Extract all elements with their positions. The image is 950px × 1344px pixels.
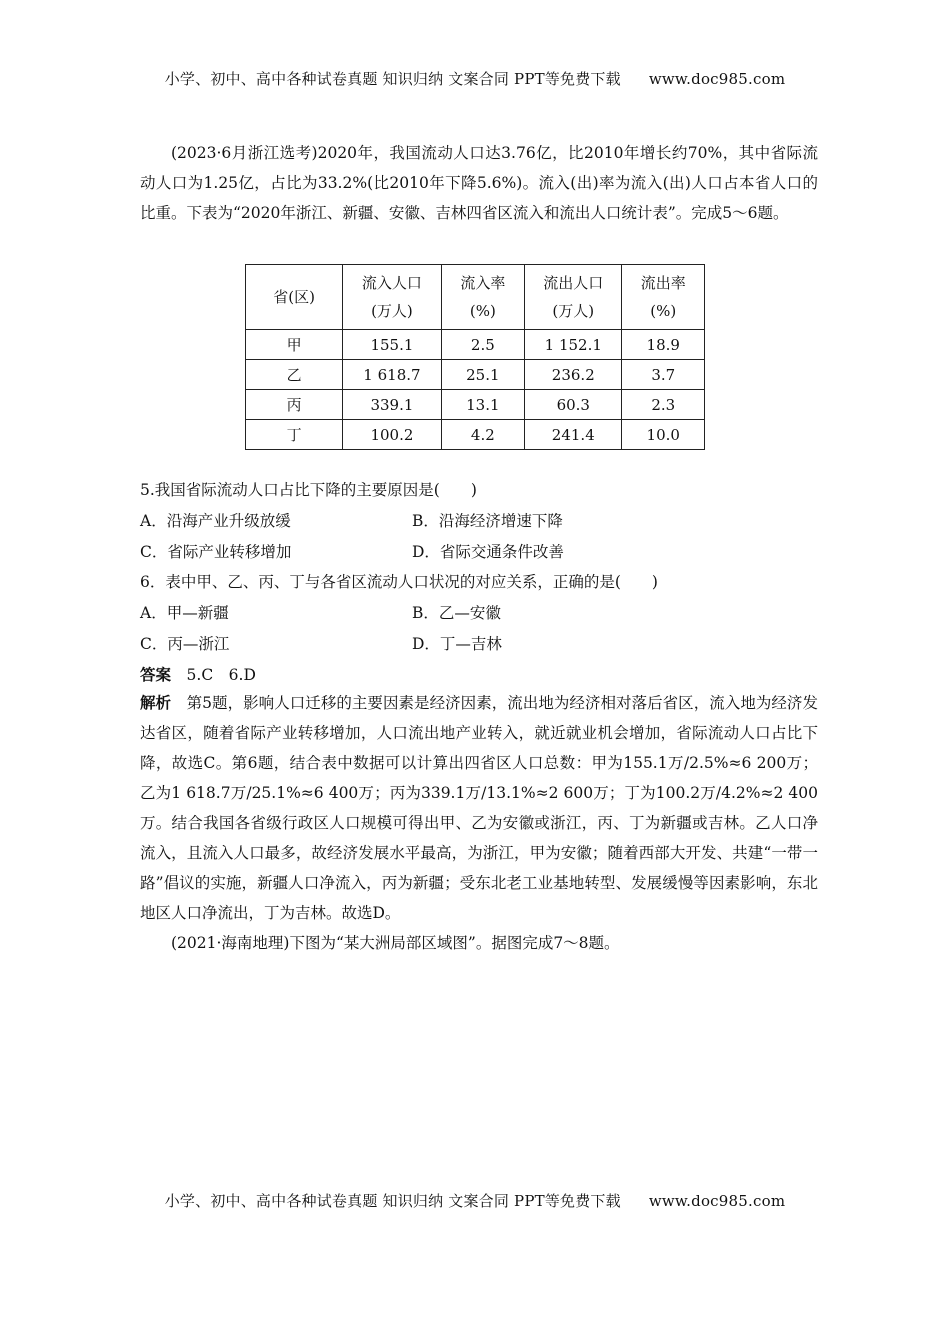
- q6-option-d: D．丁—吉林: [412, 635, 502, 653]
- table-cell: 丙: [246, 390, 343, 420]
- table-row: [246, 390, 705, 420]
- q5-option-b: B．沿海经济增速下降: [412, 512, 563, 530]
- table-cell: 18.9: [622, 330, 705, 360]
- footer-text: 小学、初中、高中各种试卷真题 知识归纳 文案合同 PPT等免费下载: [164, 1192, 621, 1210]
- answer-value: 5.C 6.D: [186, 666, 256, 684]
- table-cell: 236.2: [525, 360, 622, 390]
- table-cell: 339.1: [343, 390, 441, 420]
- header-text: 小学、初中、高中各种试卷真题 知识归纳 文案合同 PPT等免费下载: [164, 70, 621, 88]
- answer-label: 答案: [140, 665, 172, 684]
- table-cell: 100.2: [343, 420, 441, 450]
- table-cell: 2.5: [441, 330, 524, 360]
- table-cell: 60.3: [525, 390, 622, 420]
- q5-option-d: D．省际交通条件改善: [412, 543, 564, 561]
- table-cell: 丁: [246, 420, 343, 450]
- table-header-cell: 流入人口 (万人): [343, 265, 441, 330]
- table-cell: 241.4: [525, 420, 622, 450]
- q6-option-c: C．丙—浙江: [140, 635, 230, 653]
- table-header-cell: 流出人口 (万人): [525, 265, 622, 330]
- population-table: [245, 264, 705, 450]
- table-header-row: [246, 265, 705, 330]
- table-header-cell: 流出率 (%): [622, 265, 705, 330]
- table-cell: 10.0: [622, 420, 705, 450]
- analysis-label: 解析: [140, 693, 172, 712]
- next-question-intro: (2021·海南地理)下图为“某大洲局部区域图”。据图完成7～8题。: [171, 934, 620, 952]
- answer-line: [140, 663, 256, 685]
- table-cell: 1 152.1: [525, 330, 622, 360]
- q5-option-c: C．省际产业转移增加: [140, 543, 292, 561]
- analysis-text: 第5题，影响人口迁移的主要因素是经济因素，流出地为经济相对落后省区，流入地为经济发达省区，随着省际产业转移增加，人口流出地产业转入，就近就业机会增加，省际流动人口占比下降，故选C。第6题，结合表中数据可以计算出四省区人口总数：甲为155.1万/2.5%≈6 200万；乙为1 618.7万/25.1%≈6 400万；丙为339.1万/13.1%≈2 600万；丁为100.2万/4.2%≈2 400万。结合我国各省级行政区人口规模可得出甲、乙为安徽或浙江，丙、丁为新疆或吉林。乙人口净流入，且流入人口最多，故经济发展水平最高，为浙江，甲为安徽；随着西部大开发、共建“一带一路”倡议的实施，新疆人口净流入，丙为新疆；受东北老工业基地转型、发展缓慢等因素影响，东北地区人口净流出，丁为吉林。故选D。: [140, 694, 818, 922]
- q6-stem: 6．表中甲、乙、丙、丁与各省区流动人口状况的对应关系，正确的是( ): [140, 573, 658, 591]
- table-cell: 13.1: [441, 390, 524, 420]
- q5-option-a: A．沿海产业升级放缓: [140, 512, 291, 530]
- analysis-paragraph: [140, 688, 818, 928]
- table-header-cell: 省(区): [246, 265, 343, 330]
- q6-option-a: A．甲—新疆: [140, 604, 229, 622]
- table-cell: 1 618.7: [343, 360, 441, 390]
- table-cell: 155.1: [343, 330, 441, 360]
- page-footer: [0, 1190, 950, 1211]
- table-row: [246, 360, 705, 390]
- table-cell: 4.2: [441, 420, 524, 450]
- q6-option-b: B．乙—安徽: [412, 604, 501, 622]
- header-site: www.doc985.com: [648, 70, 786, 88]
- table-row: [246, 330, 705, 360]
- page-header: [0, 68, 950, 89]
- q5-stem: 5.我国省际流动人口占比下降的主要原因是( ): [140, 481, 477, 499]
- table-header-cell: 流入率 (%): [441, 265, 524, 330]
- table-cell: 乙: [246, 360, 343, 390]
- table-cell: 甲: [246, 330, 343, 360]
- footer-site: www.doc985.com: [648, 1192, 786, 1210]
- question-intro: (2023·6月浙江选考)2020年，我国流动人口达3.76亿，比2010年增长约70%，其中省际流动人口为1.25亿，占比为33.2%(比2010年下降5.6%)。流入(出)率为流入(出)人口占本省人口的比重。下表为“2020年浙江、新疆、安徽、吉林四省区流入和流出人口统计表”。完成5～6题。: [140, 144, 818, 222]
- table-cell: 2.3: [622, 390, 705, 420]
- table-cell: 3.7: [622, 360, 705, 390]
- table-row: [246, 420, 705, 450]
- table-cell: 25.1: [441, 360, 524, 390]
